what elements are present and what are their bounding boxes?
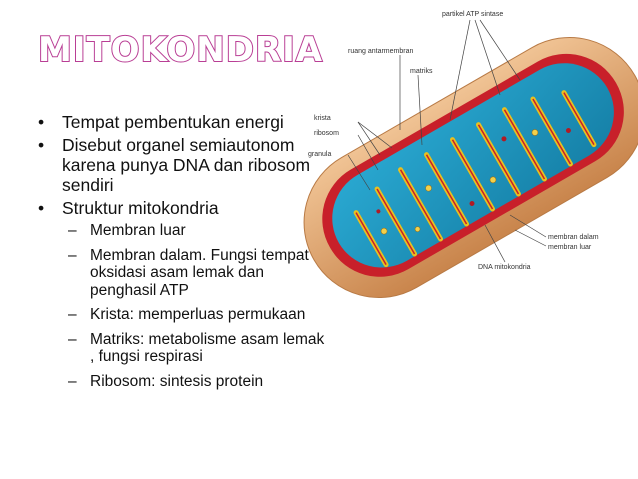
label-krista: krista [314, 115, 331, 122]
bullet-energy: • Tempat pembentukan energi [38, 112, 328, 132]
bullet-struktur-text: Struktur mitokondria [62, 198, 219, 218]
label-membran-luar: membran luar [548, 244, 592, 251]
label-membran-dalam: membran dalam [548, 234, 599, 241]
sub-item-membran-luar: – Membran luar [62, 222, 328, 240]
slide-title: MITOKONDRIA [38, 30, 324, 70]
bullet-list [38, 112, 328, 397]
bullet-struktur [38, 198, 328, 390]
label-ribosom: ribosom [314, 130, 339, 137]
sub-item-krista: – Krista: memperluas permukaan [62, 306, 328, 324]
label-atp-sintase: partikel ATP sintase [442, 11, 504, 18]
sub-item-matriks: – Matriks: metabolisme asam lemak , fungsi respirasi [62, 331, 328, 366]
mitochondria-diagram [300, 0, 638, 320]
label-granula: granula [308, 151, 332, 158]
sub-list [62, 222, 328, 390]
sub-item-membran-dalam: – Membran dalam. Fungsi tempat oksidasi asam lemak dan penghasil ATP [62, 247, 328, 300]
label-ruang-antarmembran: ruang antarmembran [348, 48, 414, 55]
bullet-semiautonom: • Disebut organel semiautonom karena punya DNA dan ribosom sendiri [38, 135, 328, 195]
label-dna-mitokondria: DNA mitokondria [478, 264, 531, 271]
sub-item-ribosom: – Ribosom: sintesis protein [62, 373, 328, 391]
label-matriks: matriks [410, 68, 433, 75]
